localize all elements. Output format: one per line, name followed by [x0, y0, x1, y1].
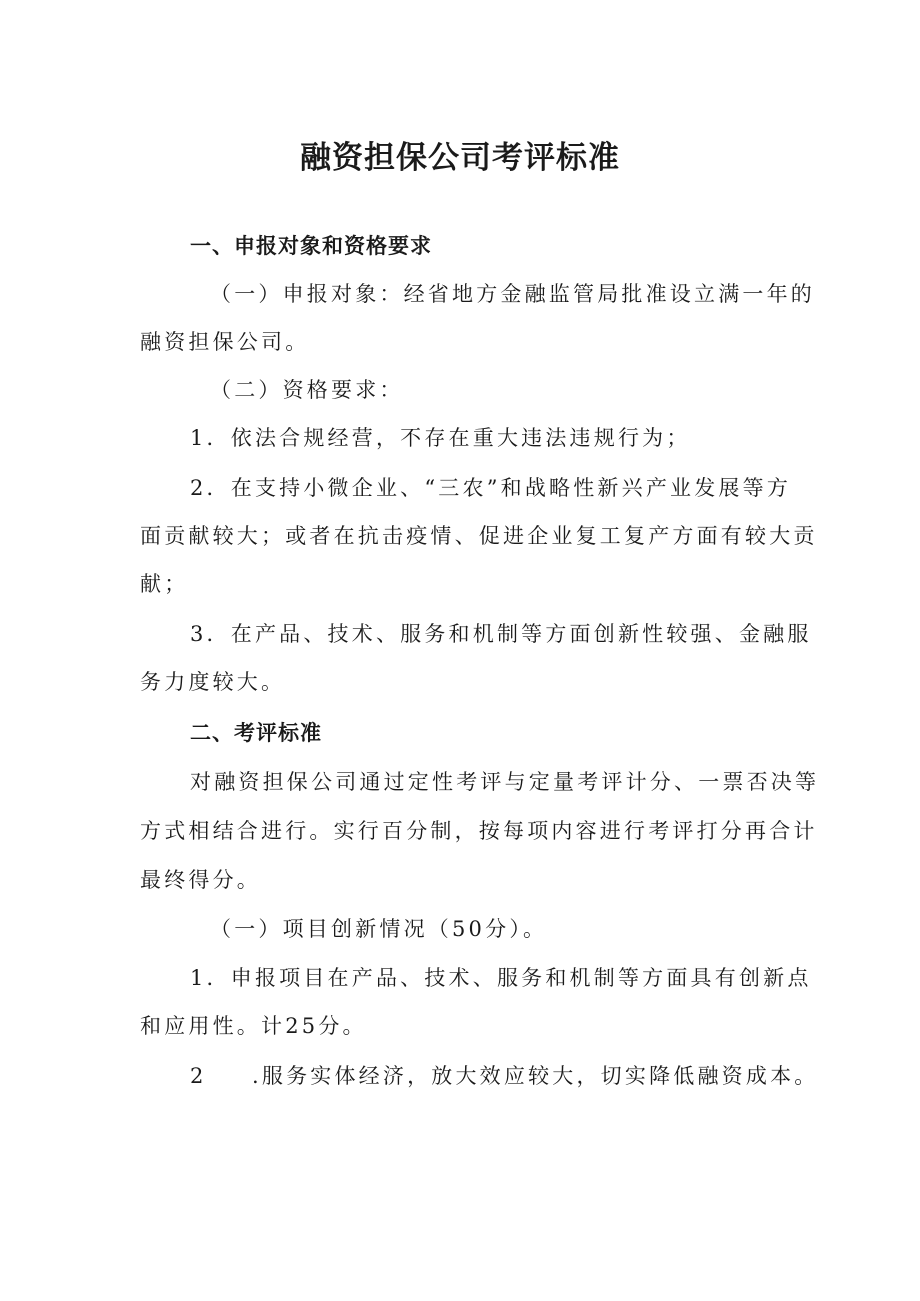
list-item: 1．依法合规经营，不存在重大违法违规行为；	[190, 426, 691, 450]
paragraph-line: 务力度较大。	[140, 670, 286, 694]
paragraph-line: 最终得分。	[140, 868, 261, 892]
list-item-number: 2	[190, 1064, 207, 1088]
list-item: 2．在支持小微企业、“三农”和战略性新兴产业发展等方	[190, 476, 792, 500]
paragraph-line: 面贡献较大；或者在抗击疫情、促进企业复工复产方面有较大贡	[140, 524, 818, 548]
list-item: 3．在产品、技术、服务和机制等方面创新性较强、金融服	[190, 622, 812, 646]
document-title: 融资担保公司考评标准	[300, 140, 620, 176]
section-heading-2: 二、考评标准	[190, 721, 322, 745]
list-item-text: .服务实体经济，放大效应较大，切实降低融资成本。	[252, 1064, 819, 1088]
paragraph-line: 献；	[140, 572, 189, 596]
paragraph-line: （一）申报对象：经省地方金融监管局批准设立满一年的	[210, 282, 815, 306]
paragraph-line: 方式相结合进行。实行百分制，按每项内容进行考评打分再合计	[140, 819, 818, 843]
section-heading-1: 一、申报对象和资格要求	[190, 234, 432, 258]
paragraph-line: 对融资担保公司通过定性考评与定量考评计分、一票否决等	[190, 770, 820, 794]
paragraph-line: 和应用性。计25分。	[140, 1014, 367, 1038]
paragraph-line: 融资担保公司。	[140, 330, 310, 354]
subsection-heading: （一）项目创新情况（50分）。	[210, 917, 548, 941]
list-item	[190, 1060, 818, 1092]
paragraph-line: （二）资格要求：	[210, 378, 404, 402]
list-item: 1．申报项目在产品、技术、服务和机制等方面具有创新点	[190, 966, 812, 990]
